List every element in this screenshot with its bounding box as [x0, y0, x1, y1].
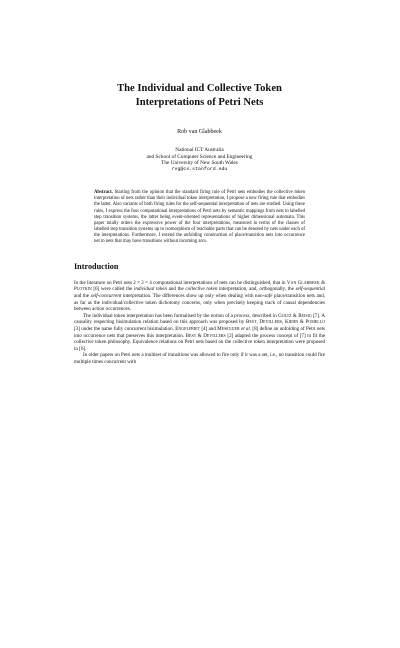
paragraph-3: In older papers on Petri nets a multiset of transitions was allowed to fire only if it was a set, i.e., no transition could fire multiple times concurrent with [74, 352, 325, 365]
text-run: [7]. A causality respecting bisimulation relation based on this approach was proposed by [74, 312, 325, 326]
text-run: The individual token interpretation has been formalised by the notion of a [83, 312, 235, 319]
term-individual-token: individual token [133, 286, 167, 293]
term-self-sequential: self-sequential [295, 286, 325, 293]
text-run: , described in [249, 312, 279, 319]
body-text [74, 280, 325, 366]
term-safe: safe [264, 292, 273, 299]
affiliation [74, 147, 325, 173]
term-process: process [234, 312, 250, 319]
affiliation-line-3: The University of New South Wales [161, 160, 238, 167]
author-email[interactable]: rvg@cs.stanford.edu [171, 166, 228, 172]
text-run: [3] under the name fully concurrent bisimulation. [74, 325, 176, 332]
paper-page [0, 82, 400, 648]
author-name: Rob van Glabbeek [177, 129, 222, 135]
text-run: [2] adapted the process concept of [7] to fit the collective token philosophy. Equivalence relations on Petri nets based on the collective token interpretation were proposed in [6]. [74, 332, 325, 352]
abstract [94, 190, 305, 244]
citation-engelfriet: Engelfriet [175, 325, 201, 332]
paragraph-2 [74, 313, 325, 353]
paper-title [74, 82, 325, 109]
abstract-text: Starting from the opinion that the standard firing rule of Petri nets embodies the collective token interpretation of nets rather than their individual token interpretation, I propose a new firing rule that embodies the latter. Also variants of both firing rules for the self-sequential interpretation of nets are studied. Using these rules, I express the four computational interpretations of Petri nets by semantic mappings from nets to labelled step transition systems, the latter being event-oriented representations of higher dimensional automata. This paper totally orders the expressive power of the four interpretations, measured in terms of the classes of labelled step transition systems up to isomorphism of reachable parts that can be denoted by nets under each of the interpretations. Furthermore, I extend the unfolding construction of place/transition nets into occurrence net to nets that may have transitions without incoming arcs. [94, 190, 305, 244]
citation-goltz-reisig: Goltz & Reisig [278, 312, 312, 319]
citation-best-devillers: Best & Devillers [185, 332, 226, 339]
title-line-1: The Individual and Collective Token [117, 83, 282, 94]
text-run: [6] were called the [91, 286, 134, 293]
citation-van-glabbeek-plotkin: Van Glabbeek & Plotkin [74, 279, 325, 293]
section-heading: Introduction [74, 261, 119, 271]
text-run: interpretation, and, orthogonally, the [217, 286, 296, 293]
citation-best-devillers-kiehn-pomello: Best, Devillers, Kiehn & Pomello [245, 319, 325, 326]
affiliation-line-2: and School of Computer Science and Engineering [146, 153, 253, 160]
text-run: and the [166, 286, 186, 293]
text-run: place/transition nets and, as far as the individual/collective token dichotomy concerns, only when precisely keeping track of causal dependencies between action occurrences. [74, 292, 325, 313]
text-run: In the literature on Petri nets 2 × 2 = 4 computational interpretations of nets can be distinguished, that in [74, 279, 287, 286]
text-run: [8] define an unfolding of Petri nets into occurrence nets that preserves this interpretation. [74, 325, 325, 339]
term-et-al: et al. [239, 325, 252, 332]
affiliation-line-1: National ICT Australia [175, 147, 224, 153]
abstract-label: Abstract. [94, 190, 113, 196]
term-self-concurrent: self-concurrent [90, 292, 122, 299]
text-run: interpretation. The differences show up only when dealing with non- [121, 292, 265, 299]
paragraph-1 [74, 280, 325, 313]
text-run: and the [74, 292, 91, 299]
text-run: [4] and [200, 325, 218, 332]
title-line-2: Interpretations of Petri Nets [135, 96, 264, 108]
citation-meseguer: Meseguer [217, 325, 240, 332]
term-collective-token: collective token [185, 286, 218, 293]
